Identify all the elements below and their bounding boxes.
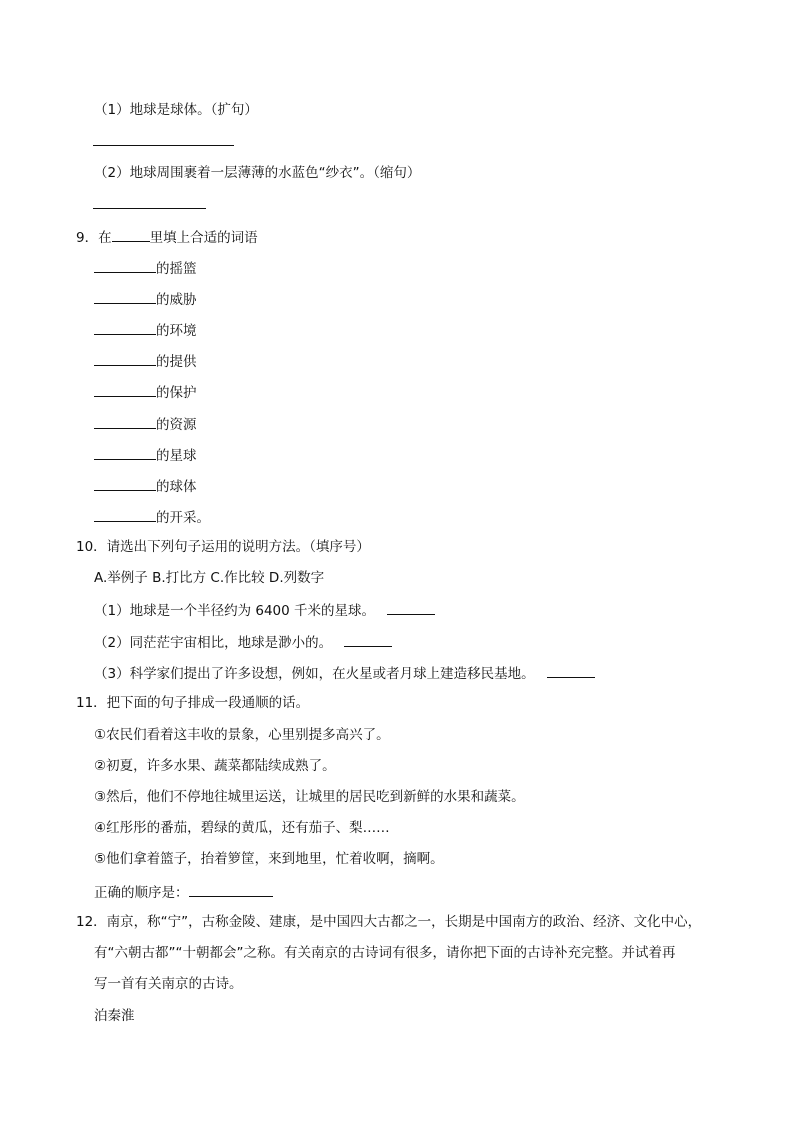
q10-answer-blank-3[interactable]: [547, 663, 595, 678]
q10-sentence-1: [94, 600, 435, 620]
q8-item1: （1）地球是球体。（扩句）: [94, 102, 258, 118]
q10-options: A.举例子 B.打比方 C.作比较 D.列数字: [94, 570, 325, 586]
q11-answer: [94, 882, 273, 902]
q9-item: [94, 258, 197, 278]
q11-item: ④红彤彤的番茄，碧绿的黄瓜，还有茄子、梨……: [94, 820, 390, 836]
q9-answer-blank[interactable]: [94, 258, 156, 273]
q9-stem: [76, 227, 258, 247]
q9-item-text: 的保护: [156, 385, 197, 401]
q11-item: ③然后，他们不停地往城里运送，让城里的居民吃到新鲜的水果和蔬菜。: [94, 789, 525, 805]
q10-sentence-2-text: （2）同茫茫宇宙相比，地球是渺小的。: [94, 635, 333, 651]
q9-answer-blank[interactable]: [94, 320, 156, 335]
q9-item: [94, 445, 197, 465]
q9-answer-blank[interactable]: [94, 476, 156, 491]
q9-item-text: 的摇篮: [156, 261, 197, 277]
q9-answer-blank[interactable]: [94, 351, 156, 366]
q9-item-text: 的开采。: [156, 510, 210, 526]
q10-stem: 10．请选出下列句子运用的说明方法。（填序号）: [76, 539, 370, 555]
q9-answer-blank[interactable]: [94, 507, 156, 522]
q11-item: ①农民们看着这丰收的景象，心里别提多高兴了。: [94, 727, 390, 743]
q9-item: [94, 351, 197, 371]
q10-answer-blank-1[interactable]: [387, 600, 435, 615]
q12-poem-title: 泊秦淮: [94, 1008, 135, 1024]
q10-sentence-3-text: （3）科学家们提出了许多设想，例如，在火星或者月球上建造移民基地。: [94, 666, 535, 682]
q12-paragraph-line-3: 写一首有关南京的古诗。: [94, 976, 243, 992]
q11-answer-blank[interactable]: [189, 882, 273, 897]
q11-item: ②初夏，许多水果、蔬菜都陆续成熟了。: [94, 758, 336, 774]
q11-stem: 11．把下面的句子排成一段通顺的话。: [76, 695, 310, 711]
q9-item: [94, 414, 197, 434]
q9-item: [94, 507, 210, 527]
q10-sentence-3: [94, 663, 595, 683]
q8-item2: （2）地球周围裹着一层薄薄的水蓝色“纱衣”。（缩句）: [94, 165, 421, 181]
q9-item-text: 的环境: [156, 323, 197, 339]
q9-item-text: 的星球: [156, 448, 197, 464]
q8-answer-line-2[interactable]: [93, 208, 206, 209]
q11-answer-label: 正确的顺序是：: [94, 885, 189, 901]
q9-stem-blank: [112, 227, 150, 242]
q9-answer-blank[interactable]: [94, 289, 156, 304]
q12-paragraph-line-2: 有“六朝古都”“十朝都会”之称。有关南京的古诗词有很多，请你把下面的古诗补充完整。并试着再: [94, 945, 676, 961]
q9-answer-blank[interactable]: [94, 382, 156, 397]
q9-item: [94, 382, 197, 402]
q9-item: [94, 320, 197, 340]
q12-paragraph-line-1: 12．南京，称“宁”，古称金陵、建康，是中国四大古都之一，长期是中国南方的政治、经济、文化中心，: [76, 914, 702, 930]
q9-item-text: 的资源: [156, 417, 197, 433]
q9-answer-blank[interactable]: [94, 414, 156, 429]
q9-answer-blank[interactable]: [94, 445, 156, 460]
q9-item: [94, 476, 197, 496]
q9-item-text: 的提供: [156, 354, 197, 370]
q10-sentence-2: [94, 632, 392, 652]
q9-item: [94, 289, 197, 309]
q9-stem-suffix: 里填上合适的词语: [149, 230, 258, 246]
q9-item-text: 的威胁: [156, 292, 197, 308]
q11-item: ⑤他们拿着篮子，抬着箩筐，来到地里，忙着收啊，摘啊。: [94, 851, 444, 867]
q8-answer-line-1[interactable]: [93, 145, 234, 146]
q10-sentence-1-text: （1）地球是一个半径约为 6400 千米的星球。: [94, 603, 376, 619]
q9-item-text: 的球体: [156, 479, 197, 495]
q10-answer-blank-2[interactable]: [344, 632, 392, 647]
q9-stem-prefix: 9．在: [76, 230, 112, 246]
